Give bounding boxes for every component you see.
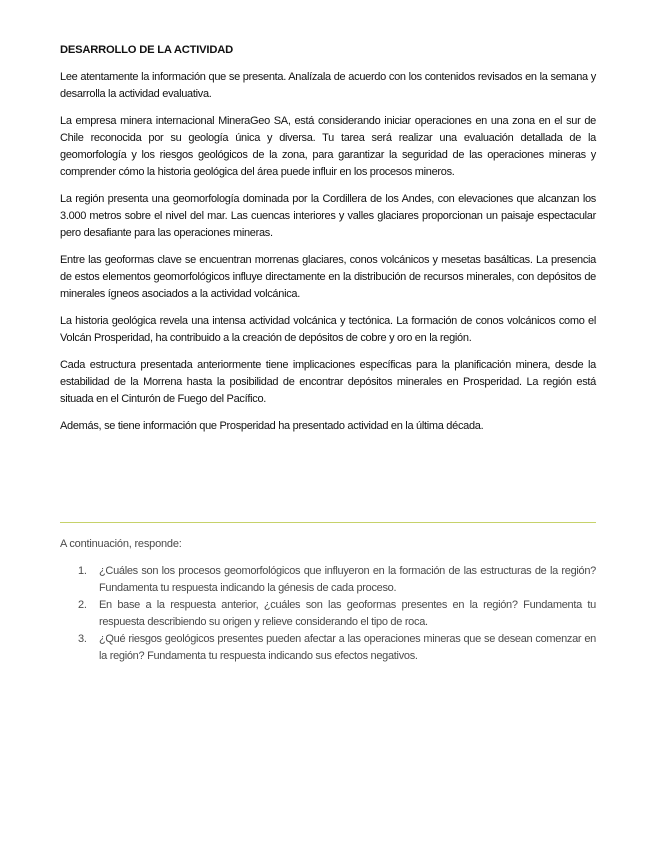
recent-activity-paragraph: Además, se tiene información que Prosperidad ha presentado actividad en la última década. xyxy=(60,420,484,432)
questions-intro: A continuación, responde: xyxy=(60,538,182,550)
activity-content xyxy=(60,44,596,445)
question-number: 1. xyxy=(78,565,87,577)
company-context-paragraph: La empresa minera internacional MineraGeo SA, está considerando iniciar operaciones en una zona en el sur de Chile reconocida por su geología única y diversa. Tu tarea será realizar una evaluación detallada de la geomorfología y los riesgos geológicos de la zona, para garantizar la seguridad de las operaciones mineras y comprender cómo la historia geológica del área puede influir en los procesos mineros. xyxy=(60,115,596,178)
section-divider xyxy=(60,522,596,523)
geologic-history-paragraph: La historia geológica revela una intensa actividad volcánica y tectónica. La formación de conos volcánicos como el Volcán Prosperidad, ha contribuido a la creación de depósitos de cobre y oro en la región. xyxy=(60,315,596,344)
question-text: ¿Cuáles son los procesos geomorfológicos que influyeron en la formación de las estructuras de la región? Fundamenta tu respuesta indicando la génesis de cada proceso. xyxy=(99,565,596,594)
question-item xyxy=(78,631,596,665)
question-number: 2. xyxy=(78,599,87,611)
question-text: En base a la respuesta anterior, ¿cuáles son las geoformas presentes en la región? Fundamenta tu respuesta describiendo su origen y relieve considerando el tipo de roca. xyxy=(99,599,596,628)
page-title: DESARROLLO DE LA ACTIVIDAD xyxy=(60,44,233,56)
geomorphology-paragraph: La región presenta una geomorfología dominada por la Cordillera de los Andes, con elevaciones que alcanzan los 3.000 metros sobre el nivel del mar. Las cuencas interiores y valles glaciares proporcionan un paisaje espectacular pero desafiante para las operaciones mineras. xyxy=(60,193,596,239)
implications-paragraph: Cada estructura presentada anteriormente tiene implicaciones específicas para la planificación minera, desde la estabilidad de la Morrena hasta la posibilidad de encontrar depósitos minerales en Prosperidad. La región está situada en el Cinturón de Fuego del Pacífico. xyxy=(60,359,596,405)
question-text: ¿Qué riesgos geológicos presentes pueden afectar a las operaciones mineras que se desean comenzar en la región? Fundamenta tu respuesta indicando sus efectos negativos. xyxy=(99,633,596,662)
question-item xyxy=(78,597,596,631)
question-item xyxy=(78,563,596,597)
question-number: 3. xyxy=(78,633,87,645)
landforms-paragraph: Entre las geoformas clave se encuentran morrenas glaciares, conos volcánicos y mesetas basálticas. La presencia de estos elementos geomorfológicos influye directamente en la distribución de recursos minerales, con depósitos de minerales ígneos asociados a la actividad volcánica. xyxy=(60,254,596,300)
questions-section xyxy=(60,538,596,665)
instructions-paragraph: Lee atentamente la información que se presenta. Analízala de acuerdo con los contenidos revisados en la semana y desarrolla la actividad evaluativa. xyxy=(60,71,596,100)
questions-list xyxy=(60,563,596,665)
